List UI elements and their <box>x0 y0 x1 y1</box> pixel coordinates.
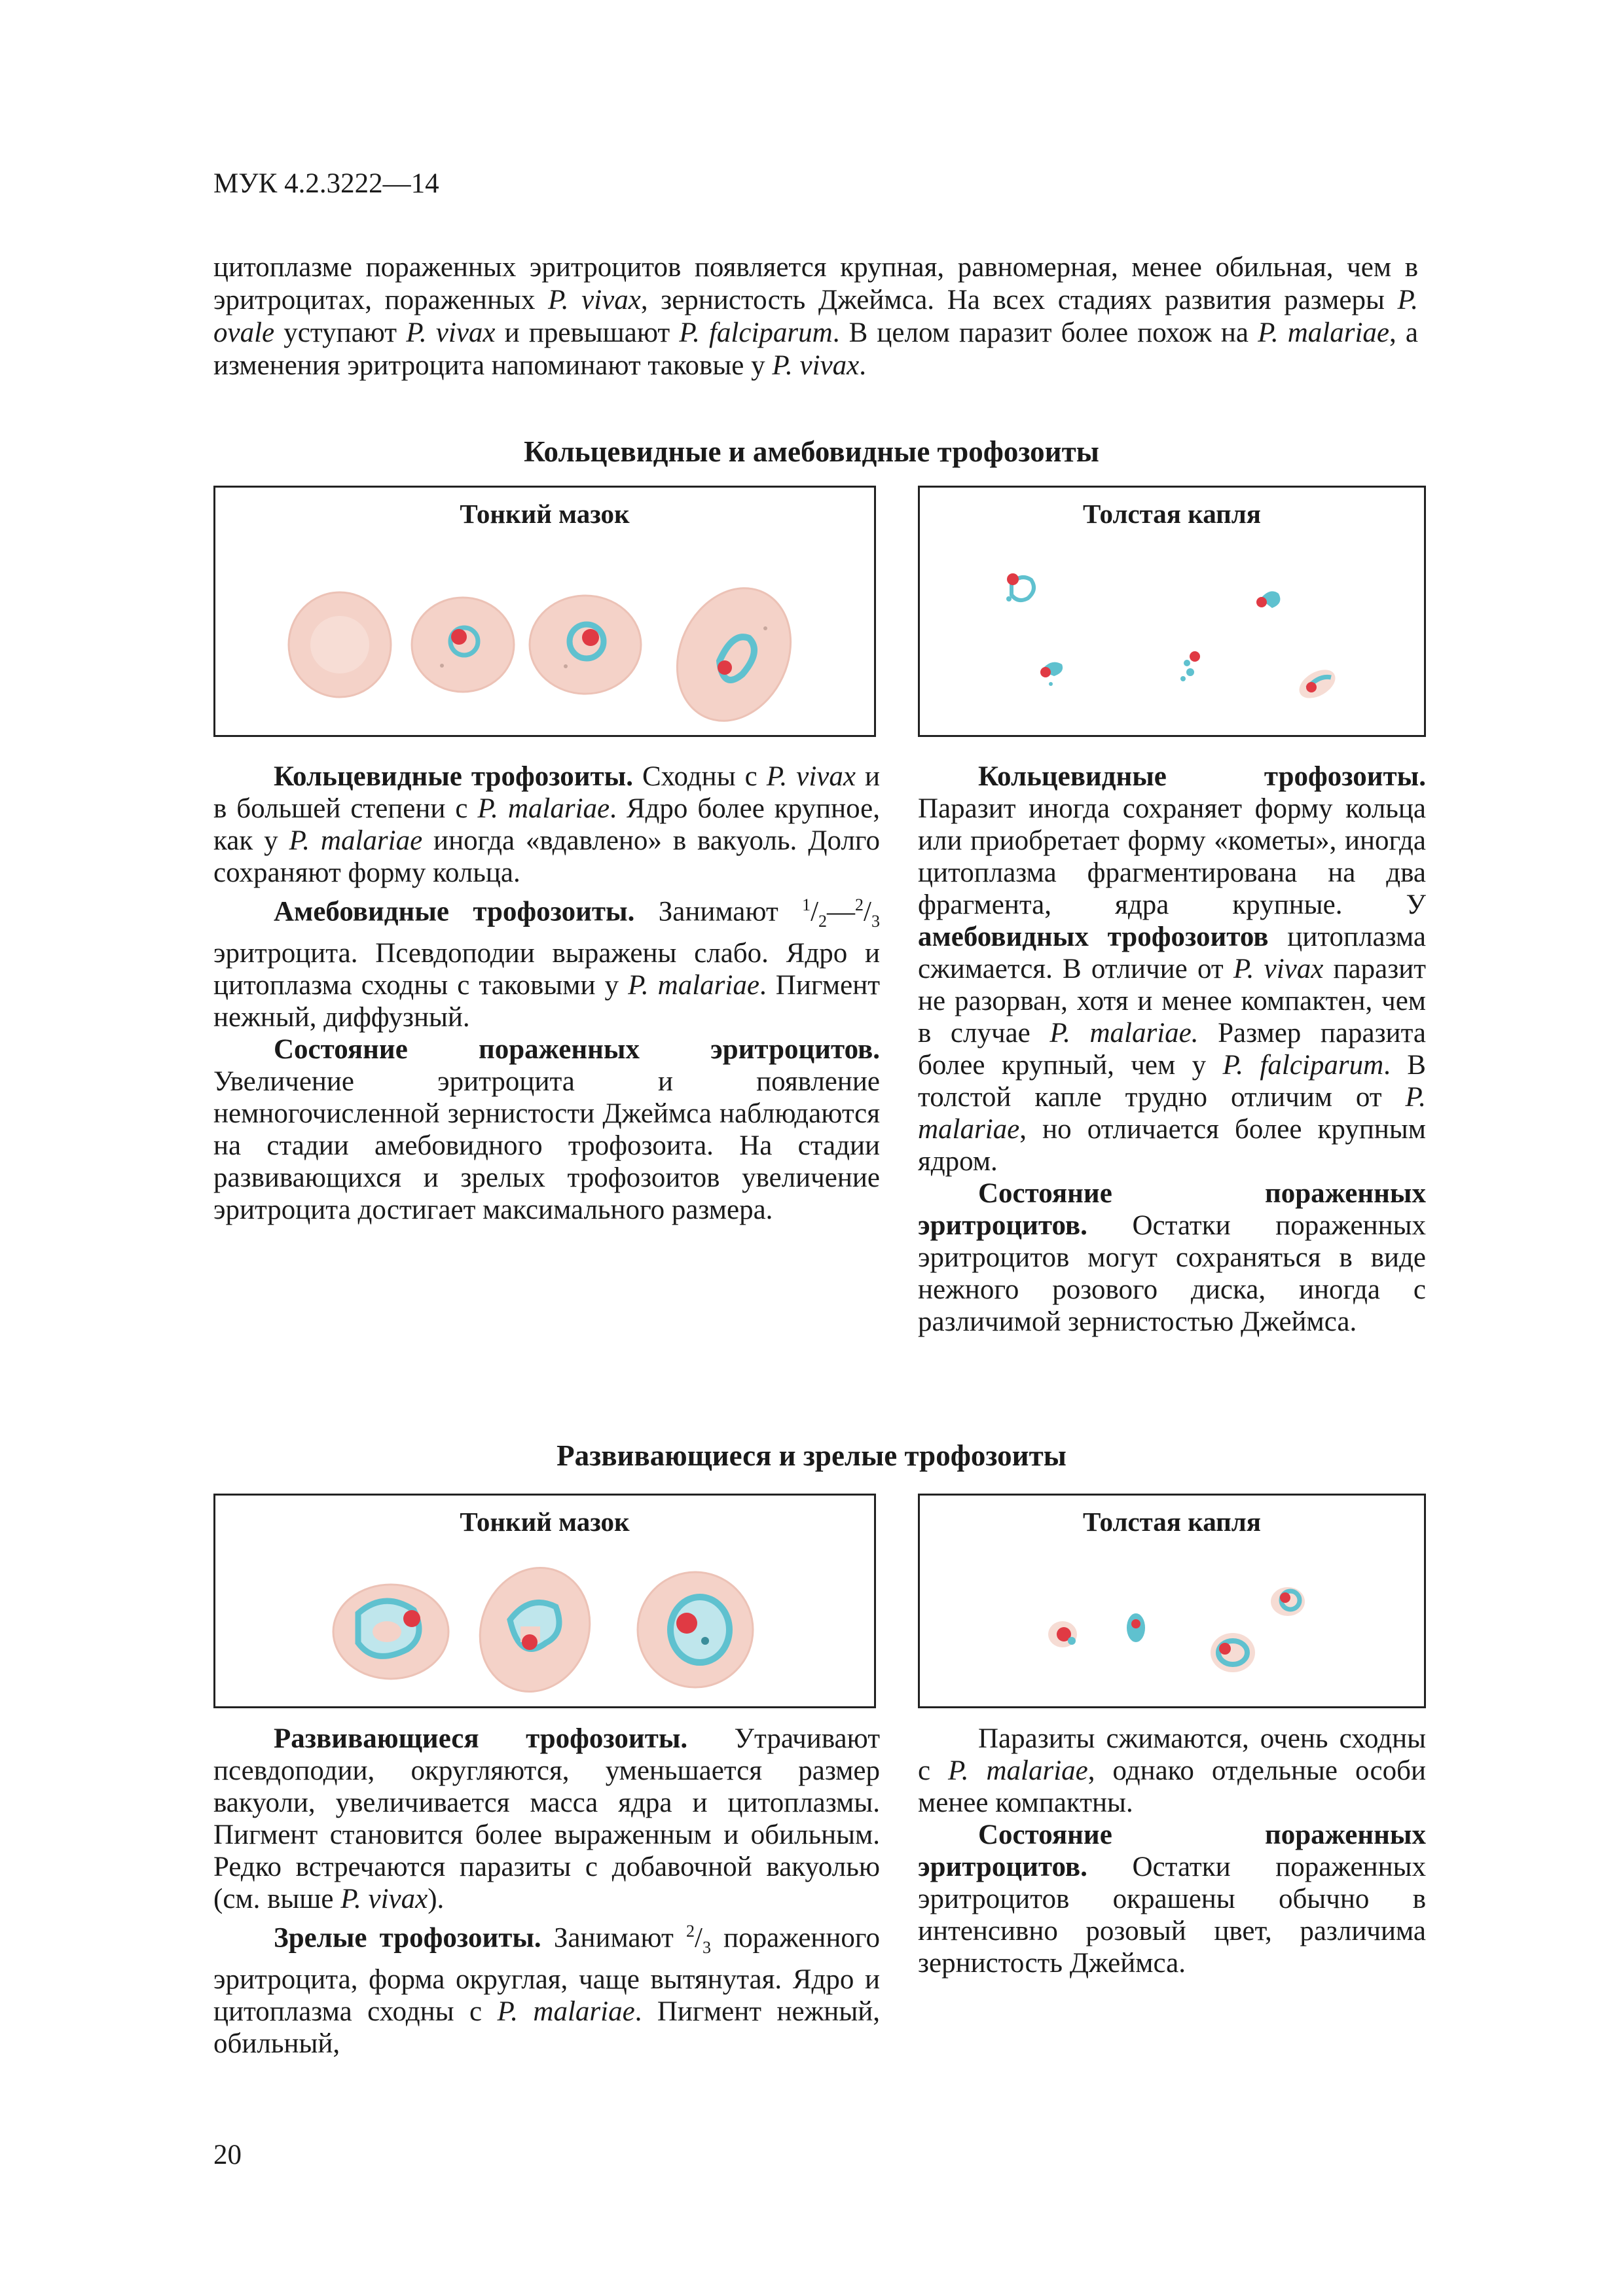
thin-smear-mature-illustration <box>215 1496 874 1706</box>
figure-caption: Толстая капля <box>1082 1507 1261 1537</box>
section-title-developing-mature: Развивающиеся и зрелые трофозоиты <box>556 1439 1067 1472</box>
thick-drop-parasite <box>1040 662 1063 686</box>
figure-thick-drop-ring <box>918 486 1426 737</box>
figure-thick-drop-mature <box>918 1494 1426 1708</box>
paragraph: Зрелые трофозоиты. Занимают $^2/_3$ пораженного эритроцита, форма округлая, чаще вытянутая. Ядро и цитоплазма сходны с P. malariae. Пигмент нежный, обильный, <box>213 1922 880 2059</box>
section-title-ring-amoeboid: Кольцевидные и амебовидные трофозоиты <box>524 435 1099 468</box>
thin-smear-ring-illustration <box>215 488 874 735</box>
figure-caption: Толстая капля <box>1082 499 1261 529</box>
figure-thin-smear-mature <box>213 1494 876 1708</box>
paragraph: Развивающиеся трофозоиты. Утрачивают псевдоподии, округляются, уменьшается размер вакуоли, увеличивается масса ядра и цитоплазмы. Пигмент становится более выраженным и обильным. Редко встречаются паразиты с добавочной вакуолью (см. выше P. vivax). <box>213 1723 880 1914</box>
section2-left-column <box>213 1723 880 2060</box>
thick-drop-parasite <box>1006 573 1034 601</box>
page-header: МУК 4.2.3222—14 <box>213 168 439 199</box>
thick-drop-mature-illustration <box>920 1496 1424 1706</box>
infected-erythrocyte-developing-vacuole <box>463 1552 607 1706</box>
uninfected-erythrocyte <box>289 592 391 697</box>
figure-caption: Тонкий мазок <box>460 1507 630 1537</box>
thick-drop-parasite <box>1048 1621 1077 1647</box>
infected-erythrocyte-mature <box>638 1572 753 1687</box>
infected-erythrocyte-ring-enlarged <box>530 596 641 694</box>
intro-paragraph: цитоплазме пораженных эритроцитов появляется крупная, равномерная, менее обильная, чем в эритроцитах, пораженных P. vivax, зернистость Джеймса. На всех стадиях развития размеры P. ovale уступают P. vivax и превышают P. falciparum. В целом паразит более похож на P. malariae, а изменения эритроцита напоминают таковые у P. vivax. <box>213 252 1418 381</box>
paragraph: Паразиты сжимаются, очень сходны с P. malariae, однако отдельные особи менее компактны. <box>918 1723 1426 1818</box>
thick-drop-parasite <box>1211 1633 1255 1672</box>
thick-drop-parasite <box>1256 591 1280 608</box>
section1-right-column <box>918 761 1426 1338</box>
thick-drop-ring-illustration <box>920 488 1424 735</box>
thick-drop-parasite <box>1271 1587 1305 1616</box>
thick-drop-parasite <box>1180 651 1200 681</box>
paragraph: Состояние пораженных эритроцитов. Остатки пораженных эритроцитов окрашены обычно в интенсивно розовый цвет, различима зернистость Джеймса. <box>918 1820 1426 1979</box>
paragraph: Амебовидные трофозоиты. Занимают $^1/_2—^2/_3$ эритроцита. Псевдоподии выражены слабо. Ядро и цитоплазма сходны с таковыми у P. malariae. Пигмент нежный, диффузный. <box>213 895 880 1033</box>
thick-drop-parasite <box>1127 1613 1145 1642</box>
page-number: 20 <box>213 2140 242 2170</box>
infected-erythrocyte-amoeboid <box>656 569 811 735</box>
figure-thin-smear-ring <box>213 486 876 737</box>
paragraph: Состояние пораженных эритроцитов. Остатки пораженных эритроцитов могут сохраняться в виде нежного розового диска, иногда с различимой зернистостью Джеймса. <box>918 1178 1426 1337</box>
paragraph: Состояние пораженных эритроцитов. Увеличение эритроцита и появление немногочисленной зернистости Джеймса наблюдаются на стадии амебовидного трофозоита. На стадии развивающихся и зрелых трофозоитов увеличение эритроцита достигает максимального размера. <box>213 1033 880 1225</box>
paragraph: Кольцевидные трофозоиты. Паразит иногда сохраняет форму кольца или приобретает форму «кометы», иногда цитоплазма фрагментирована на два фрагмента, ядра крупные. У амебовидных трофозоитов цитоплазма сжимается. В отличие от P. vivax паразит не разорван, хотя и менее компактен, чем в случае P. malariae. Размер паразита более крупный, чем у P. falciparum. В толстой капле трудно отличим от P. malariae, но отличается более крупным ядром. <box>918 761 1426 1177</box>
infected-erythrocyte-ring <box>412 598 514 692</box>
infected-erythrocyte-developing <box>333 1585 448 1679</box>
figure-caption: Тонкий мазок <box>460 499 630 529</box>
paragraph: Кольцевидные трофозоиты. Сходны с P. vivax и в большей степени с P. malariae. Ядро более крупное, как у P. malariae иногда «вдавлено» в вакуоль. Долго сохраняют форму кольца. <box>213 761 880 888</box>
section1-left-column <box>213 761 880 1226</box>
thick-drop-parasite <box>1294 664 1340 704</box>
section2-right-column <box>918 1723 1426 1979</box>
